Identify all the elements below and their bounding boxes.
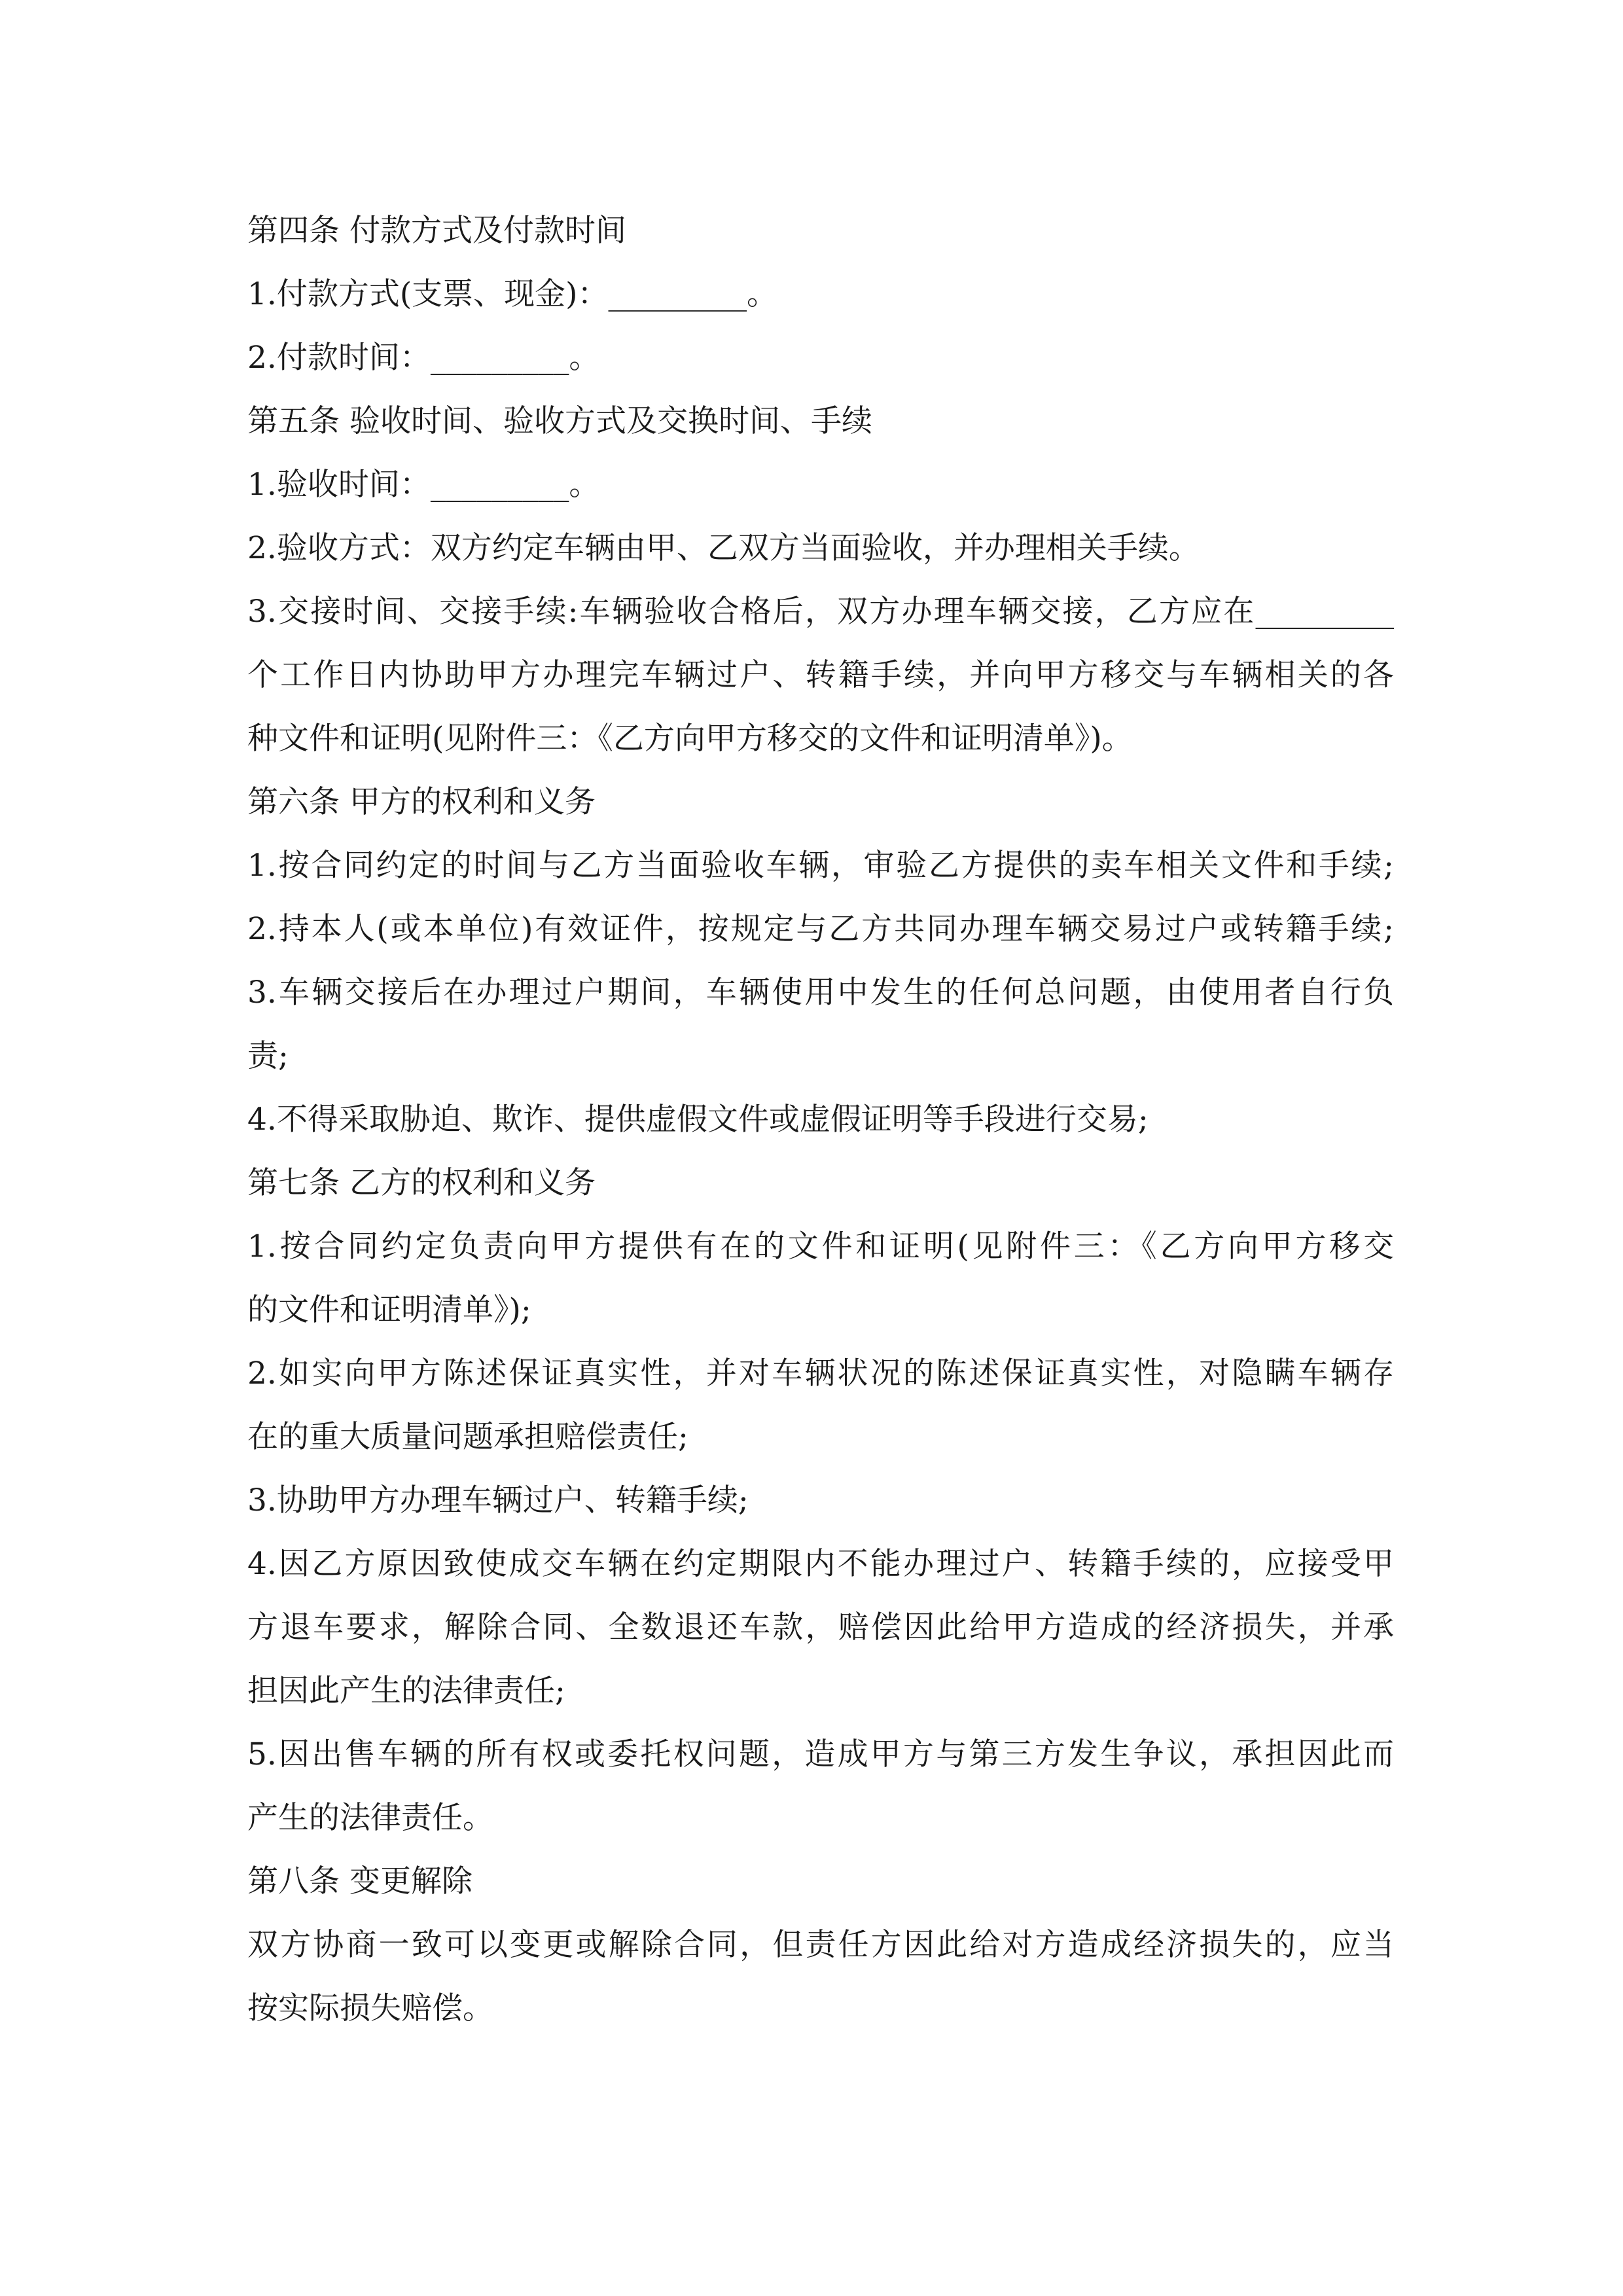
document-body bbox=[247, 199, 1394, 2040]
article-5-item-3-line-1: 3.交接时间、交接手续:车辆验收合格后，双方办理车辆交接，乙方应在_________ bbox=[247, 594, 1394, 630]
article-7-heading: 第七条 乙方的权利和义务 bbox=[247, 1165, 596, 1201]
article-7-item-5-line-2: 产生的法律责任。 bbox=[247, 1800, 493, 1836]
article-7-item-4-line-3: 担因此产生的法律责任; bbox=[247, 1673, 565, 1709]
article-6-item-2: 2.持本人(或本单位)有效证件，按规定与乙方共同办理车辆交易过户或转籍手续; bbox=[247, 911, 1394, 947]
article-8-body-line-1: 双方协商一致可以变更或解除合同，但责任方因此给对方造成经济损失的，应当 bbox=[247, 1927, 1394, 1963]
article-7-item-3: 3.协助甲方办理车辆过户、转籍手续; bbox=[247, 1482, 749, 1518]
article-5-item-2: 2.验收方式：双方约定车辆由甲、乙双方当面验收，并办理相关手续。 bbox=[247, 530, 1200, 566]
article-8-heading: 第八条 变更解除 bbox=[247, 1863, 473, 1899]
article-6-heading: 第六条 甲方的权利和义务 bbox=[247, 784, 596, 820]
article-4-heading: 第四条 付款方式及付款时间 bbox=[247, 213, 626, 249]
article-7-item-4-line-2: 方退车要求，解除合同、全数退还车款，赔偿因此给甲方造成的经济损失，并承 bbox=[247, 1609, 1394, 1645]
article-6-item-4: 4.不得采取胁迫、欺诈、提供虚假文件或虚假证明等手段进行交易; bbox=[247, 1102, 1149, 1138]
article-5-item-3-line-2: 个工作日内协助甲方办理完车辆过户、转籍手续，并向甲方移交与车辆相关的各 bbox=[247, 657, 1394, 693]
article-5-item-3-line-3: 种文件和证明(见附件三：《乙方向甲方移交的文件和证明清单》)。 bbox=[247, 721, 1133, 757]
article-5-item-1: 1.验收时间：_________。 bbox=[247, 467, 600, 503]
article-7-item-2-line-1: 2.如实向甲方陈述保证真实性，并对车辆状况的陈述保证真实性，对隐瞒车辆存 bbox=[247, 1355, 1394, 1391]
article-7-item-2-line-2: 在的重大质量问题承担赔偿责任; bbox=[247, 1419, 688, 1455]
article-7-item-5-line-1: 5.因出售车辆的所有权或委托权问题，造成甲方与第三方发生争议，承担因此而 bbox=[247, 1736, 1394, 1772]
article-6-item-3-line-1: 3.车辆交接后在办理过户期间，车辆使用中发生的任何总问题，由使用者自行负 bbox=[247, 975, 1394, 1011]
article-4-item-1: 1.付款方式(支票、现金)：_________。 bbox=[247, 276, 778, 312]
article-6-item-3-line-2: 责; bbox=[247, 1038, 289, 1074]
article-6-item-1: 1.按合同约定的时间与乙方当面验收车辆，审验乙方提供的卖车相关文件和手续; bbox=[247, 848, 1394, 884]
article-7-item-1-line-1: 1.按合同约定负责向甲方提供有在的文件和证明(见附件三：《乙方向甲方移交 bbox=[247, 1229, 1394, 1265]
article-7-item-1-line-2: 的文件和证明清单》); bbox=[247, 1292, 531, 1328]
article-4-item-2: 2.付款时间：_________。 bbox=[247, 340, 600, 376]
article-7-item-4-line-1: 4.因乙方原因致使成交车辆在约定期限内不能办理过户、转籍手续的，应接受甲 bbox=[247, 1546, 1394, 1582]
article-5-heading: 第五条 验收时间、验收方式及交换时间、手续 bbox=[247, 403, 872, 439]
article-8-body-line-2: 按实际损失赔偿。 bbox=[247, 1990, 493, 2026]
